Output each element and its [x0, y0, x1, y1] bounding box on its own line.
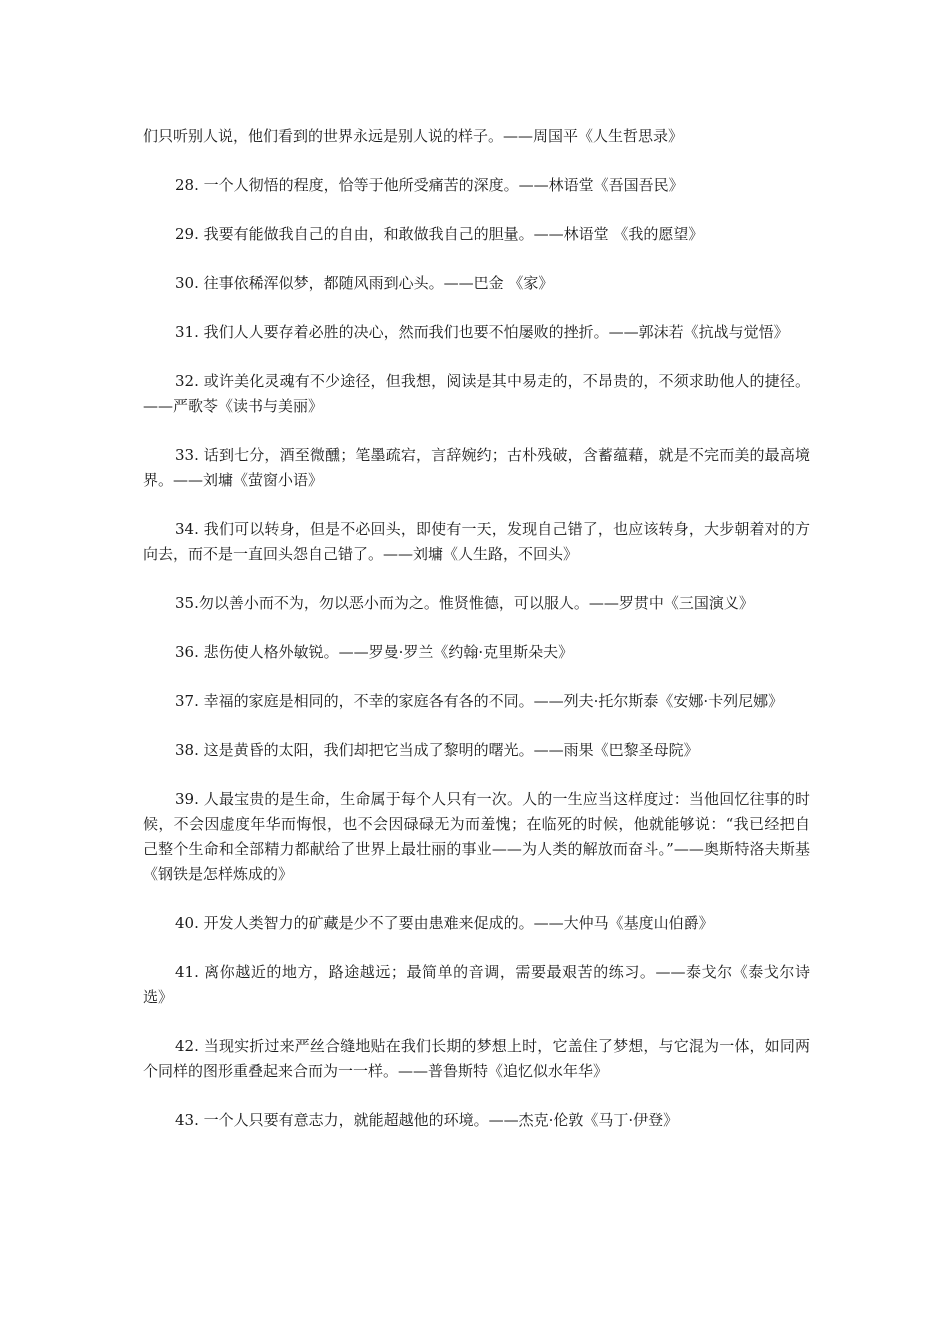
- quote-37: 37. 幸福的家庭是相同的，不幸的家庭各有各的不同。——列夫·托尔斯泰《安娜·卡列尼娜》: [175, 692, 784, 710]
- quote-42: 42. 当现实折过来严丝合缝地贴在我们长期的梦想上时，它盖住了梦想，与它混为一体，如同两个同样的图形重叠起来合而为一一样。——普鲁斯特《追忆似水年华》: [143, 1037, 810, 1080]
- quote-41: 41. 离你越近的地方，路途越远；最简单的音调，需要最艰苦的练习。——泰戈尔《泰戈尔诗选》: [143, 963, 810, 1006]
- quote-35: 35.勿以善小而不为，勿以恶小而为之。惟贤惟德，可以服人。——罗贯中《三国演义》: [175, 594, 754, 612]
- quote-38: 38. 这是黄昏的太阳，我们却把它当成了黎明的曙光。——雨果《巴黎圣母院》: [175, 741, 699, 759]
- quote-33: 33. 话到七分，酒至微醺；笔墨疏宕，言辞婉约；古朴残破，含蓄蕴藉，就是不完而美的最高境界。——刘墉《萤窗小语》: [143, 446, 810, 489]
- quote-31: 31. 我们人人要存着必胜的决心，然而我们也要不怕屡败的挫折。——郭沫若《抗战与觉悟》: [175, 323, 789, 341]
- continuation-paragraph: 们只听别人说，他们看到的世界永远是别人说的样子。——周国平《人生哲思录》: [143, 127, 684, 145]
- quote-36: 36. 悲伤使人格外敏锐。——罗曼·罗兰《约翰·克里斯朵夫》: [175, 643, 574, 661]
- quote-43: 43. 一个人只要有意志力，就能超越他的环境。——杰克·伦敦《马丁·伊登》: [175, 1111, 679, 1129]
- quote-32: 32. 或许美化灵魂有不少途径，但我想，阅读是其中易走的，不昂贵的，不须求助他人的捷径。——严歌苓《读书与美丽》: [143, 372, 810, 415]
- quote-28: 28. 一个人彻悟的程度，恰等于他所受痛苦的深度。——林语堂《吾国吾民》: [175, 176, 684, 194]
- document-body: [143, 124, 810, 1157]
- quote-34: 34. 我们可以转身，但是不必回头，即使有一天，发现自己错了，也应该转身，大步朝着对的方向去，而不是一直回头怨自己错了。——刘墉《人生路，不回头》: [143, 520, 810, 563]
- quote-29: 29. 我要有能做我自己的自由，和敢做我自己的胆量。——林语堂 《我的愿望》: [175, 225, 704, 243]
- quote-30: 30. 往事依稀浑似梦，都随风雨到心头。——巴金 《家》: [175, 274, 554, 292]
- quote-39: 39. 人最宝贵的是生命，生命属于每个人只有一次。人的一生应当这样度过：当他回忆往事的时候，不会因虚度年华而悔恨，也不会因碌碌无为而羞愧；在临死的时候，他就能够说：“我已经把自己整个生命和全部精力都献给了世界上最壮丽的事业——为人类的解放而奋斗。”——奥斯特洛夫斯基《钢铁是怎样炼成的》: [143, 790, 810, 883]
- quote-40: 40. 开发人类智力的矿藏是少不了要由患难来促成的。——大仲马《基度山伯爵》: [175, 914, 714, 932]
